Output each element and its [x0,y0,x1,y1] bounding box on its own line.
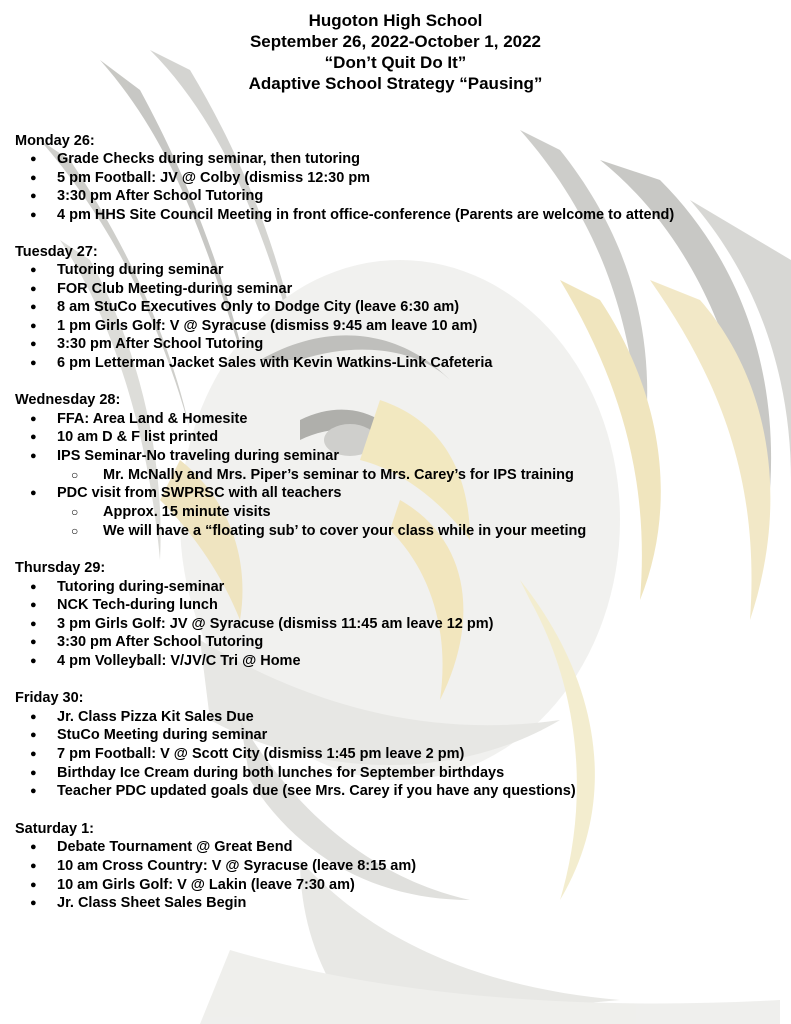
bullet-icon: ● [30,879,37,891]
school-name: Hugoton High School [308,11,483,30]
list-item: ● Tutoring during-seminar [30,579,225,595]
list-item: ● 1 pm Girls Golf: V @ Syracuse (dismiss 9:45 am leave 10 am) [30,318,478,334]
list-item: ● Grade Checks during seminar, then tutoring [30,151,360,167]
list-item: ● 4 pm Volleyball: V/JV/C Tri @ Home [30,653,301,669]
bullet-icon: ● [30,487,37,499]
sub-list-item: ○ Mr. McNally and Mrs. Piper’s seminar to Mrs. Carey’s for IPS training [71,467,574,483]
list-item: ● 8 am StuCo Executives Only to Dodge City (leave 6:30 am) [30,299,460,315]
list-item: ● IPS Seminar-No traveling during seminar [30,448,340,464]
list-item: ● 4 pm HHS Site Council Meeting in front office-conference (Parents are welcome to attend) [30,207,675,223]
bullet-icon: ● [30,357,37,369]
list-item: ● NCK Tech-during lunch [30,597,218,613]
bullet-icon: ● [30,338,37,350]
list-item: ● 3 pm Girls Golf: JV @ Syracuse (dismiss 11:45 am leave 12 pm) [30,616,494,632]
list-item: ● 10 am Cross Country: V @ Syracuse (leave 8:15 am) [30,858,417,874]
bullet-icon: ● [30,897,37,909]
day-heading-wednesday: Wednesday 28: [15,392,121,408]
bullet-icon: ● [30,450,37,462]
list-item: ● Jr. Class Sheet Sales Begin [30,895,247,911]
bullet-icon: ● [30,785,37,797]
bullet-icon: ● [30,655,37,667]
list-item: ● 7 pm Football: V @ Scott City (dismiss 1:45 pm leave 2 pm) [30,746,465,762]
list-item: ● 10 am D & F list printed [30,429,219,445]
list-item: ● 3:30 pm After School Tutoring [30,188,264,204]
bullet-icon: ● [30,283,37,295]
list-item: ● FFA: Area Land & Homesite [30,411,248,427]
list-item: ● Teacher PDC updated goals due (see Mrs. Carey if you have any questions) [30,783,576,799]
sub-bullet-icon: ○ [71,505,79,519]
sub-bullet-icon: ○ [71,524,79,538]
bullet-icon: ● [30,860,37,872]
day-heading-monday: Monday 26: [15,133,95,149]
day-heading-thursday: Thursday 29: [15,560,106,576]
list-item: ● 3:30 pm After School Tutoring [30,336,264,352]
bullet-icon: ● [30,431,37,443]
sub-bullet-icon: ○ [71,468,79,482]
list-item: ● Jr. Class Pizza Kit Sales Due [30,709,254,725]
day-heading-friday: Friday 30: [15,690,84,706]
sub-list-item: ○ We will have a “floating sub’ to cover your class while in your meeting [71,523,587,539]
list-item: ● PDC visit from SWPRSC with all teachers [30,485,342,501]
list-item: ● Tutoring during seminar [30,262,224,278]
list-item: ● Debate Tournament @ Great Bend [30,839,293,855]
bullet-icon: ● [30,711,37,723]
bullet-icon: ● [30,748,37,760]
strategy-title: Adaptive School Strategy “Pausing” [248,74,543,93]
list-item: ● FOR Club Meeting-during seminar [30,281,293,297]
bullet-icon: ● [30,618,37,630]
bullet-icon: ● [30,320,37,332]
list-item: ● StuCo Meeting during seminar [30,727,268,743]
bullet-icon: ● [30,190,37,202]
document-header [0,10,791,94]
bullet-icon: ● [30,581,37,593]
sub-list-item: ○ Approx. 15 minute visits [71,504,271,520]
bullet-icon: ● [30,599,37,611]
bullet-icon: ● [30,153,37,165]
motto: “Don’t Quit Do It” [324,53,467,72]
list-item: ● Birthday Ice Cream during both lunches for September birthdays [30,765,505,781]
list-item: ● 6 pm Letterman Jacket Sales with Kevin Watkins-Link Cafeteria [30,355,493,371]
bullet-icon: ● [30,264,37,276]
bullet-icon: ● [30,767,37,779]
bullet-icon: ● [30,172,37,184]
bullet-icon: ● [30,413,37,425]
bullet-icon: ● [30,636,37,648]
list-item: ● 3:30 pm After School Tutoring [30,634,264,650]
bullet-icon: ● [30,301,37,313]
day-heading-saturday: Saturday 1: [15,821,94,837]
date-range: September 26, 2022-October 1, 2022 [249,32,542,51]
day-heading-tuesday: Tuesday 27: [15,244,98,260]
bullet-icon: ● [30,729,37,741]
list-item: ● 5 pm Football: JV @ Colby (dismiss 12:30 pm [30,170,371,186]
bullet-icon: ● [30,209,37,221]
list-item: ● 10 am Girls Golf: V @ Lakin (leave 7:30 am) [30,877,355,893]
bullet-icon: ● [30,841,37,853]
